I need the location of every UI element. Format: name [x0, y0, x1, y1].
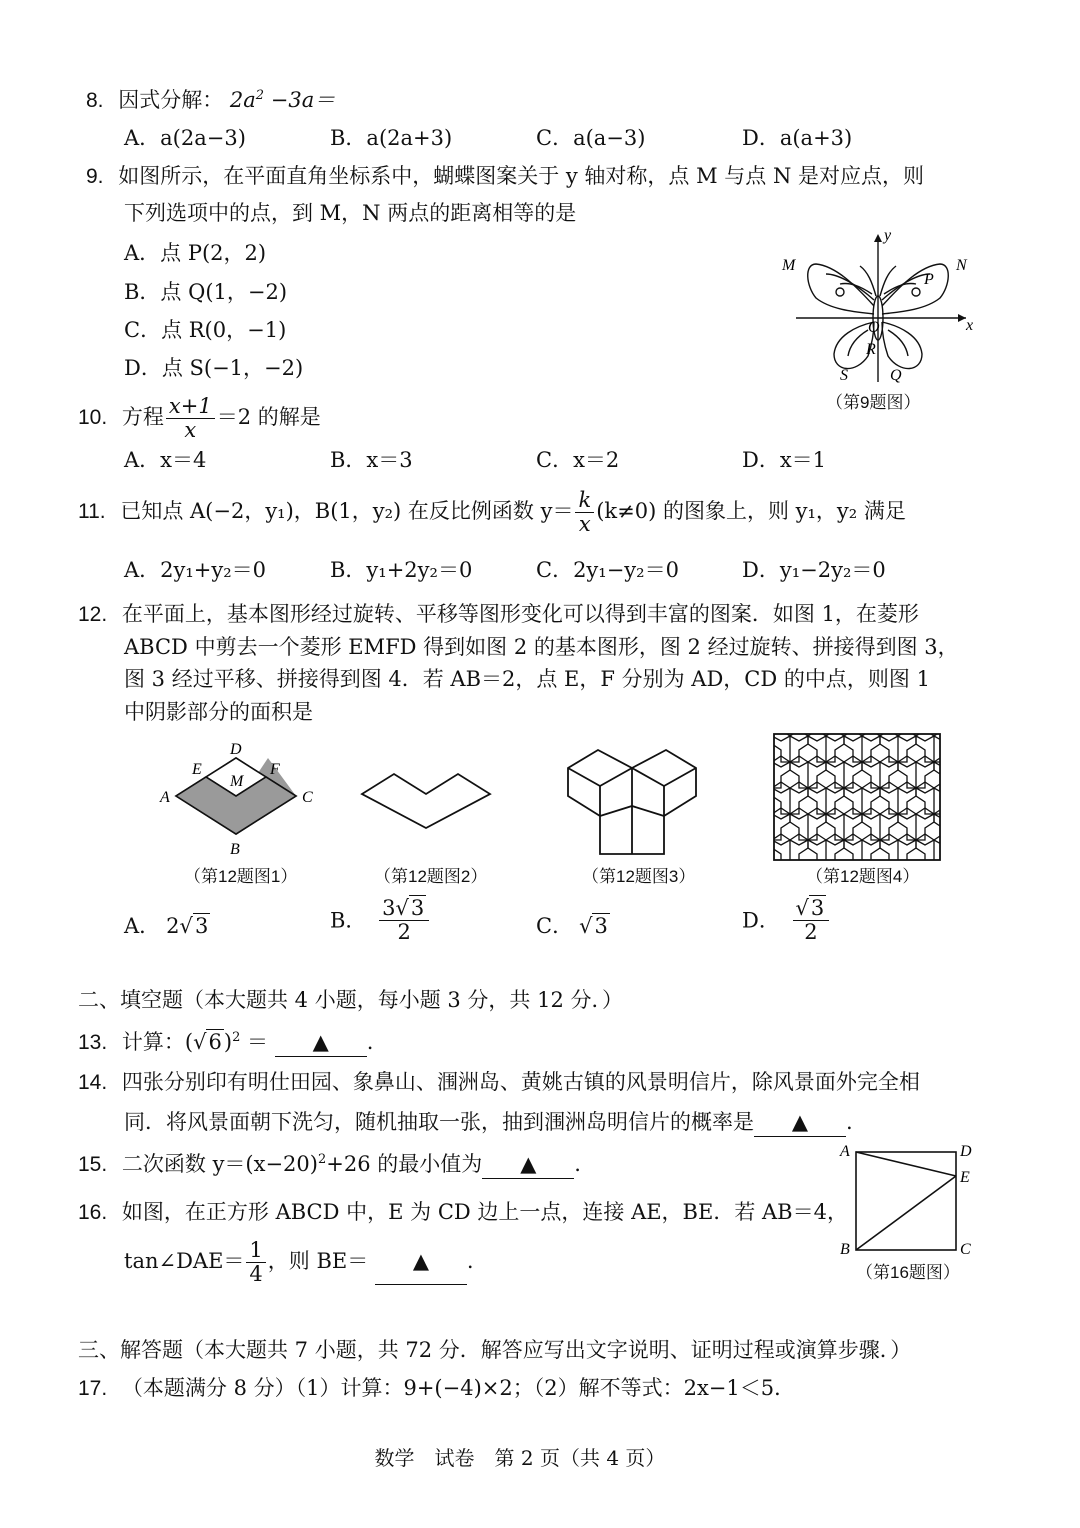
question-stem: 因式分解： — [118, 88, 224, 112]
question-stem-line: 同．将风景面朝下洗匀，随机抽取一张，抽到涠洲岛明信片的概率是 ▲ . — [124, 1108, 853, 1137]
vertex-label-a: A — [160, 789, 170, 806]
point-label-n: N — [956, 257, 967, 274]
q9-option-b: B．点 Q(1，−2) — [124, 280, 288, 304]
question-12 — [78, 600, 919, 629]
q12-option-a: A． 2√3 — [124, 914, 209, 938]
question-stem: 已知点 A(−2，y₁)，B(1，y₂) 在反比例函数 y＝ — [120, 499, 574, 523]
square-figure — [836, 1140, 980, 1262]
figure-caption: （第12题图4） — [806, 867, 920, 886]
figure-caption: （第12题图1） — [184, 867, 298, 886]
question-8 — [86, 86, 335, 115]
vertex-label-b: B — [840, 1241, 850, 1258]
point-label-p: P — [924, 271, 934, 288]
q11-option-d: D．y₁−2y₂＝0 — [742, 558, 886, 582]
vertex-label-b: B — [230, 841, 240, 858]
question-number: 16. — [78, 1201, 108, 1224]
q11-option-b: B．y₁+2y₂＝0 — [330, 558, 473, 582]
figure-caption: （第12题图3） — [582, 867, 696, 886]
tessellation-figure-4 — [772, 732, 942, 862]
question-16 — [78, 1198, 848, 1227]
question-11 — [78, 488, 906, 535]
question-stem-line: 中阴影部分的面积是 — [124, 700, 313, 724]
q11-option-c: C．2y₁−y₂＝0 — [536, 558, 679, 582]
fraction: $\frac{k}{x}$ — [575, 490, 594, 535]
question-number: 15. — [78, 1153, 108, 1176]
fraction: $\frac{1}{4}$ — [246, 1240, 265, 1285]
t-shape-figure-3 — [564, 734, 700, 858]
answer-blank[interactable]: ▲ — [482, 1150, 574, 1179]
answer-blank[interactable]: ▲ — [275, 1028, 367, 1057]
math-expression: $2a^2 -3a=$ — [229, 88, 336, 112]
section-2-heading: 二、填空题（本大题共 4 小题，每小题 3 分，共 12 分．） — [78, 988, 623, 1012]
section-3-heading: 三、解答题（本大题共 7 小题，共 72 分．解答应写出文字说明、证明过程或演算步骤．） — [78, 1338, 912, 1362]
question-number: 12. — [78, 603, 108, 626]
point-label-m: M — [782, 257, 796, 274]
page-footer: 数学 试卷 第 2 页（共 4 页） — [374, 1446, 666, 1470]
q11-option-a: A．2y₁+y₂＝0 — [124, 558, 267, 582]
q10-option-c: C．x＝2 — [536, 448, 620, 472]
fraction: $\frac{x+1}{x}$ — [166, 396, 215, 441]
question-number: 8. — [86, 89, 104, 112]
q10-option-b: B．x＝3 — [330, 448, 413, 472]
question-stem-line: 在平面上，基本图形经过旋转、平移等图形变化可以得到丰富的图案．如图 1，在菱形 — [121, 602, 919, 626]
question-number: 17. — [78, 1377, 108, 1400]
question-number: 14. — [78, 1071, 108, 1094]
q12-option-b: B． $\frac{3√3}{2}$ — [330, 898, 431, 943]
q12-option-d: D． $\frac{√3}{2}$ — [742, 898, 831, 943]
axis-label-y: y — [884, 227, 892, 244]
axis-label-x: x — [966, 317, 974, 334]
question-15: 15. 二次函数 $y=(x-20)^2+26$ 的最小值为 ▲ . — [78, 1150, 581, 1179]
q8-option-d: D．a(a+3) — [742, 126, 853, 150]
q10-option-a: A．x＝4 — [124, 448, 207, 472]
figure-caption: （第9题图） — [826, 393, 921, 412]
question-stem: 方程 — [121, 405, 164, 429]
question-stem-line: 下列选项中的点，到 M，N 两点的距离相等的是 — [124, 201, 577, 225]
question-stem-end: (k≠0) 的图象上，则 y₁，y₂ 满足 — [596, 499, 906, 523]
vertex-label-d: D — [230, 741, 242, 758]
question-stem-line: tan∠DAE＝ $\frac{1}{4}$ ，则 BE＝ ▲ . — [124, 1238, 474, 1286]
question-number: 13. — [78, 1031, 108, 1054]
point-label-r: R — [866, 341, 876, 358]
q9-option-a: A．点 P(2，2) — [124, 241, 267, 265]
butterfly-figure — [776, 226, 976, 386]
basic-shape-figure-2 — [358, 770, 498, 832]
answer-blank[interactable]: ▲ — [754, 1108, 846, 1137]
vertex-label-e: E — [192, 761, 202, 778]
vertex-label-m: M — [230, 773, 244, 790]
question-10 — [78, 394, 321, 441]
vertex-label-c: C — [960, 1241, 971, 1258]
question-13: 13. 计算：$(√6)^2$ ＝ ▲ . — [78, 1028, 373, 1057]
question-number: 10. — [78, 406, 108, 429]
vertex-label-c: C — [302, 789, 313, 806]
answer-blank[interactable]: ▲ — [375, 1238, 467, 1285]
question-stem-line: ABCD 中剪去一个菱形 EMFD 得到如图 2 的基本图形，图 2 经过旋转、拼接得到图 3， — [124, 635, 959, 659]
question-stem-line: 如图，在正方形 ABCD 中，E 为 CD 边上一点，连接 AE，BE．若 AB＝4， — [121, 1200, 848, 1224]
vertex-label-e: E — [960, 1169, 970, 1186]
q10-option-d: D．x＝1 — [742, 448, 827, 472]
vertex-label-a: A — [840, 1143, 850, 1160]
point-label-q: Q — [890, 367, 902, 384]
question-stem-line: 图 3 经过平移、拼接得到图 4．若 AB＝2，点 E，F 分别为 AD，CD 的中点，则图 1 — [124, 667, 930, 691]
question-stem-line: 四张分别印有明仕田园、象鼻山、涠洲岛、黄姚古镇的风景明信片，除风景面外完全相 — [121, 1070, 920, 1094]
q8-option-a: A．a(2a−3) — [124, 126, 246, 150]
q9-option-c: C．点 R(0，−1) — [124, 318, 287, 342]
rhombus-figure-1 — [156, 738, 326, 858]
vertex-label-d: D — [960, 1143, 972, 1160]
figure-caption: （第16题图） — [856, 1263, 960, 1282]
question-stem: （本题满分 8 分）（1）计算：9+(−4)×2；（2）解不等式：2x−1＜5． — [121, 1376, 796, 1400]
q8-option-c: C．a(a−3) — [536, 126, 646, 150]
question-number: 9. — [86, 165, 104, 188]
question-14 — [78, 1068, 920, 1097]
q9-option-d: D．点 S(−1，−2) — [124, 356, 304, 380]
question-number: 11. — [78, 500, 106, 523]
q12-option-c: C． √3 — [536, 914, 608, 938]
point-label-o: O — [868, 319, 880, 336]
question-stem-end: ＝2 的解是 — [216, 405, 321, 429]
vertex-label-f: F — [270, 761, 280, 778]
point-label-s: S — [840, 367, 848, 384]
question-stem-line: 如图所示，在平面直角坐标系中，蝴蝶图案关于 y 轴对称，点 M 与点 N 是对应点，则 — [118, 164, 924, 188]
figure-caption: （第12题图2） — [374, 867, 488, 886]
q8-option-b: B．a(2a+3) — [330, 126, 453, 150]
question-17 — [78, 1374, 795, 1403]
question-9 — [86, 162, 924, 191]
